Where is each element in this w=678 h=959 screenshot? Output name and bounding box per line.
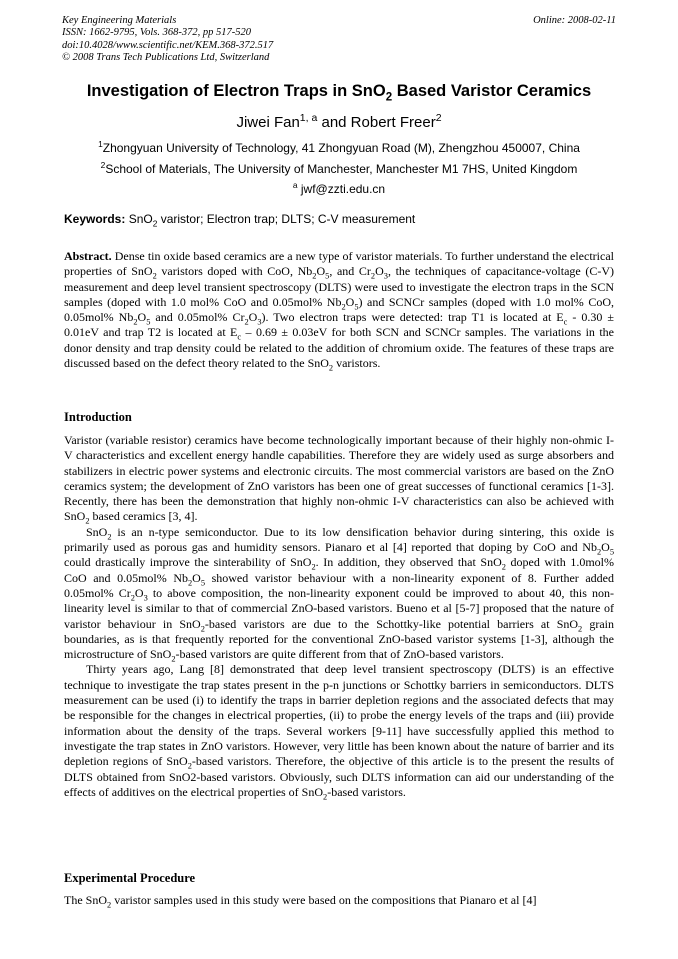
experimental-body	[64, 893, 614, 908]
intro-paragraph-2: SnO$_2$ is an n-type semiconductor. Due to its low densification behavior during sintering, this oxide is primarily used as porous gas and humidity sensors. Pianaro et al [4] reported that doping by CoO and $Nb_2O_5$ could drastically improve the sinterability of SnO$_2$. In addition, they observed that SnO$_2$ doped with 1.0mol% CoO and 0.05mol% $Nb_2O_5$ showed varistor behaviour with a non-linearity exponent of 8. Further added 0.05mol% $Cr_2O_3$ to above composition, the non-linearity exponent could be improved to about 40, this non-linearity level is similar to that of commercial ZnO-based varistors. Bueno et al [5-7] proposed that the nature of varistor behaviour in SnO$_2$-based varistors are due to the Schottky-like potential barriers at SnO$_2$ grain boundaries, as is that frequently reported for the conventional ZnO-based varistor systems [1-3], although the microstructure of SnO$_2$-based varistors are quite different from that of ZnO-based varistors.	[64, 524, 615, 664]
author-line: Jiwei Fan$^{1, a}$ and Robert Freer$^2$	[236, 112, 442, 131]
keywords-label: Keywords:	[64, 212, 126, 226]
abstract-label: Abstract.	[64, 249, 112, 263]
abstract: Abstract. Dense tin oxide based ceramics are a new type of varistor materials. To further understand the electrical properties of SnO$_2$ varistors doped with CoO, $Nb_2O_5$, and $Cr_2O_3$, the techniques of capacitance-voltage (C-V) measurement and deep level transient spectroscopy (DLTS) were used to investigate the electron traps in the SCN samples (doped with 1.0 mol% CoO and 0.05mol% $Nb_2O_5$) and SCNCr samples (doped with 1.0 mol% CoO, 0.05mol% $Nb_2O_5$ and 0.05mol% $Cr_2O_3$). Two electron traps were detected: trap T1 is located at $E_c - 0.30 \pm 0.01eV$ and trap T2 is located at $E_c - 0.69 \pm 0.03eV$ for both SCN and SCNCr samples. The variations in the donor density and trap density could be related to the addition of chromium oxide. The features of these traps are discussed based on the defect theory related to the SnO$_2$ varistors.	[64, 249, 615, 373]
affiliation-2: $^2$School of Materials, The University of Manchester, Manchester M1 7HS, United Kingdom	[100, 160, 578, 176]
intro-paragraph-3: Thirty years ago, Lang [8] demonstrated that deep level transient spectroscopy (DLTS) is an effective technique to investigate the trap states present in the p-n junctions or Schottky barriers in semiconductors. DLTS measurement can be used (i) to identify the traps in barrier depletion regions and the associated defects that may be responsible for the changes in electrical properties, (ii) to probe the energy levels of the traps and (iii) provide information about the density of the traps. Several workers [9-11] have successfully applied this method to investigate the trap states in ZnO varistors. However, very little has been known about the nature of barrier and its depletion regions of SnO$_2$-based varistors. Therefore, the objective of this article is to the present the results of DLTS obtained from SnO2-based varistors. Obviously, such DLTS information can aid our understanding of the effects of additives on the electrical properties of SnO$_2$-based varistors.	[64, 662, 614, 802]
introduction-body	[64, 433, 614, 800]
introduction-heading: Introduction	[64, 410, 132, 424]
author-1: Jiwei Fan	[236, 114, 300, 131]
doi-line: doi:10.4028/www.scientific.net/KEM.368-372.517	[62, 39, 274, 51]
keywords-line: Keywords: SnO$_2$ varistor; Electron trap; DLTS; C-V measurement	[64, 212, 416, 229]
paper-title: Investigation of Electron Traps in SnO$_2$ Based Varistor Ceramics	[86, 82, 592, 104]
running-header	[62, 15, 616, 64]
author-2: and Robert Freer	[321, 114, 436, 131]
affiliation-1: $^1$Zhongyuan University of Technology, 41 Zhongyuan Road (M), Zhengzhou 450007, China	[98, 139, 580, 155]
journal-name: Key Engineering Materials	[62, 15, 177, 26]
issn-line: ISSN: 1662-9795, Vols. 368-372, pp 517-520	[62, 27, 251, 39]
experimental-heading: Experimental Procedure	[64, 871, 196, 885]
author-email: $^a$ jwf@zzti.edu.cn	[292, 180, 386, 196]
online-date: Online: 2008-02-11	[533, 15, 616, 26]
experimental-paragraph-1: The SnO$_2$ varistor samples used in this study were based on the compositions that Pianaro et al [4]	[64, 893, 537, 910]
intro-paragraph-1: Varistor (variable resistor) ceramics have become technologically important because of their highly non-ohmic I-V characteristics and excellent energy handle capabilities. Therefore they are widely used as surge absorbers and stabilizers in electric power systems and electronic circuits. The most commercial varistors are based on the ZnO ceramics system; the development of ZnO varistors has been one of great successes of functional ceramics [1-3]. Recently, there has been the demonstration that highly non-ohmic I-V characteristics can also be achieved with SnO$_2$ based ceramics [3, 4].	[64, 433, 614, 526]
copyright-line: © 2008 Trans Tech Publications Ltd, Switzerland	[62, 51, 270, 63]
